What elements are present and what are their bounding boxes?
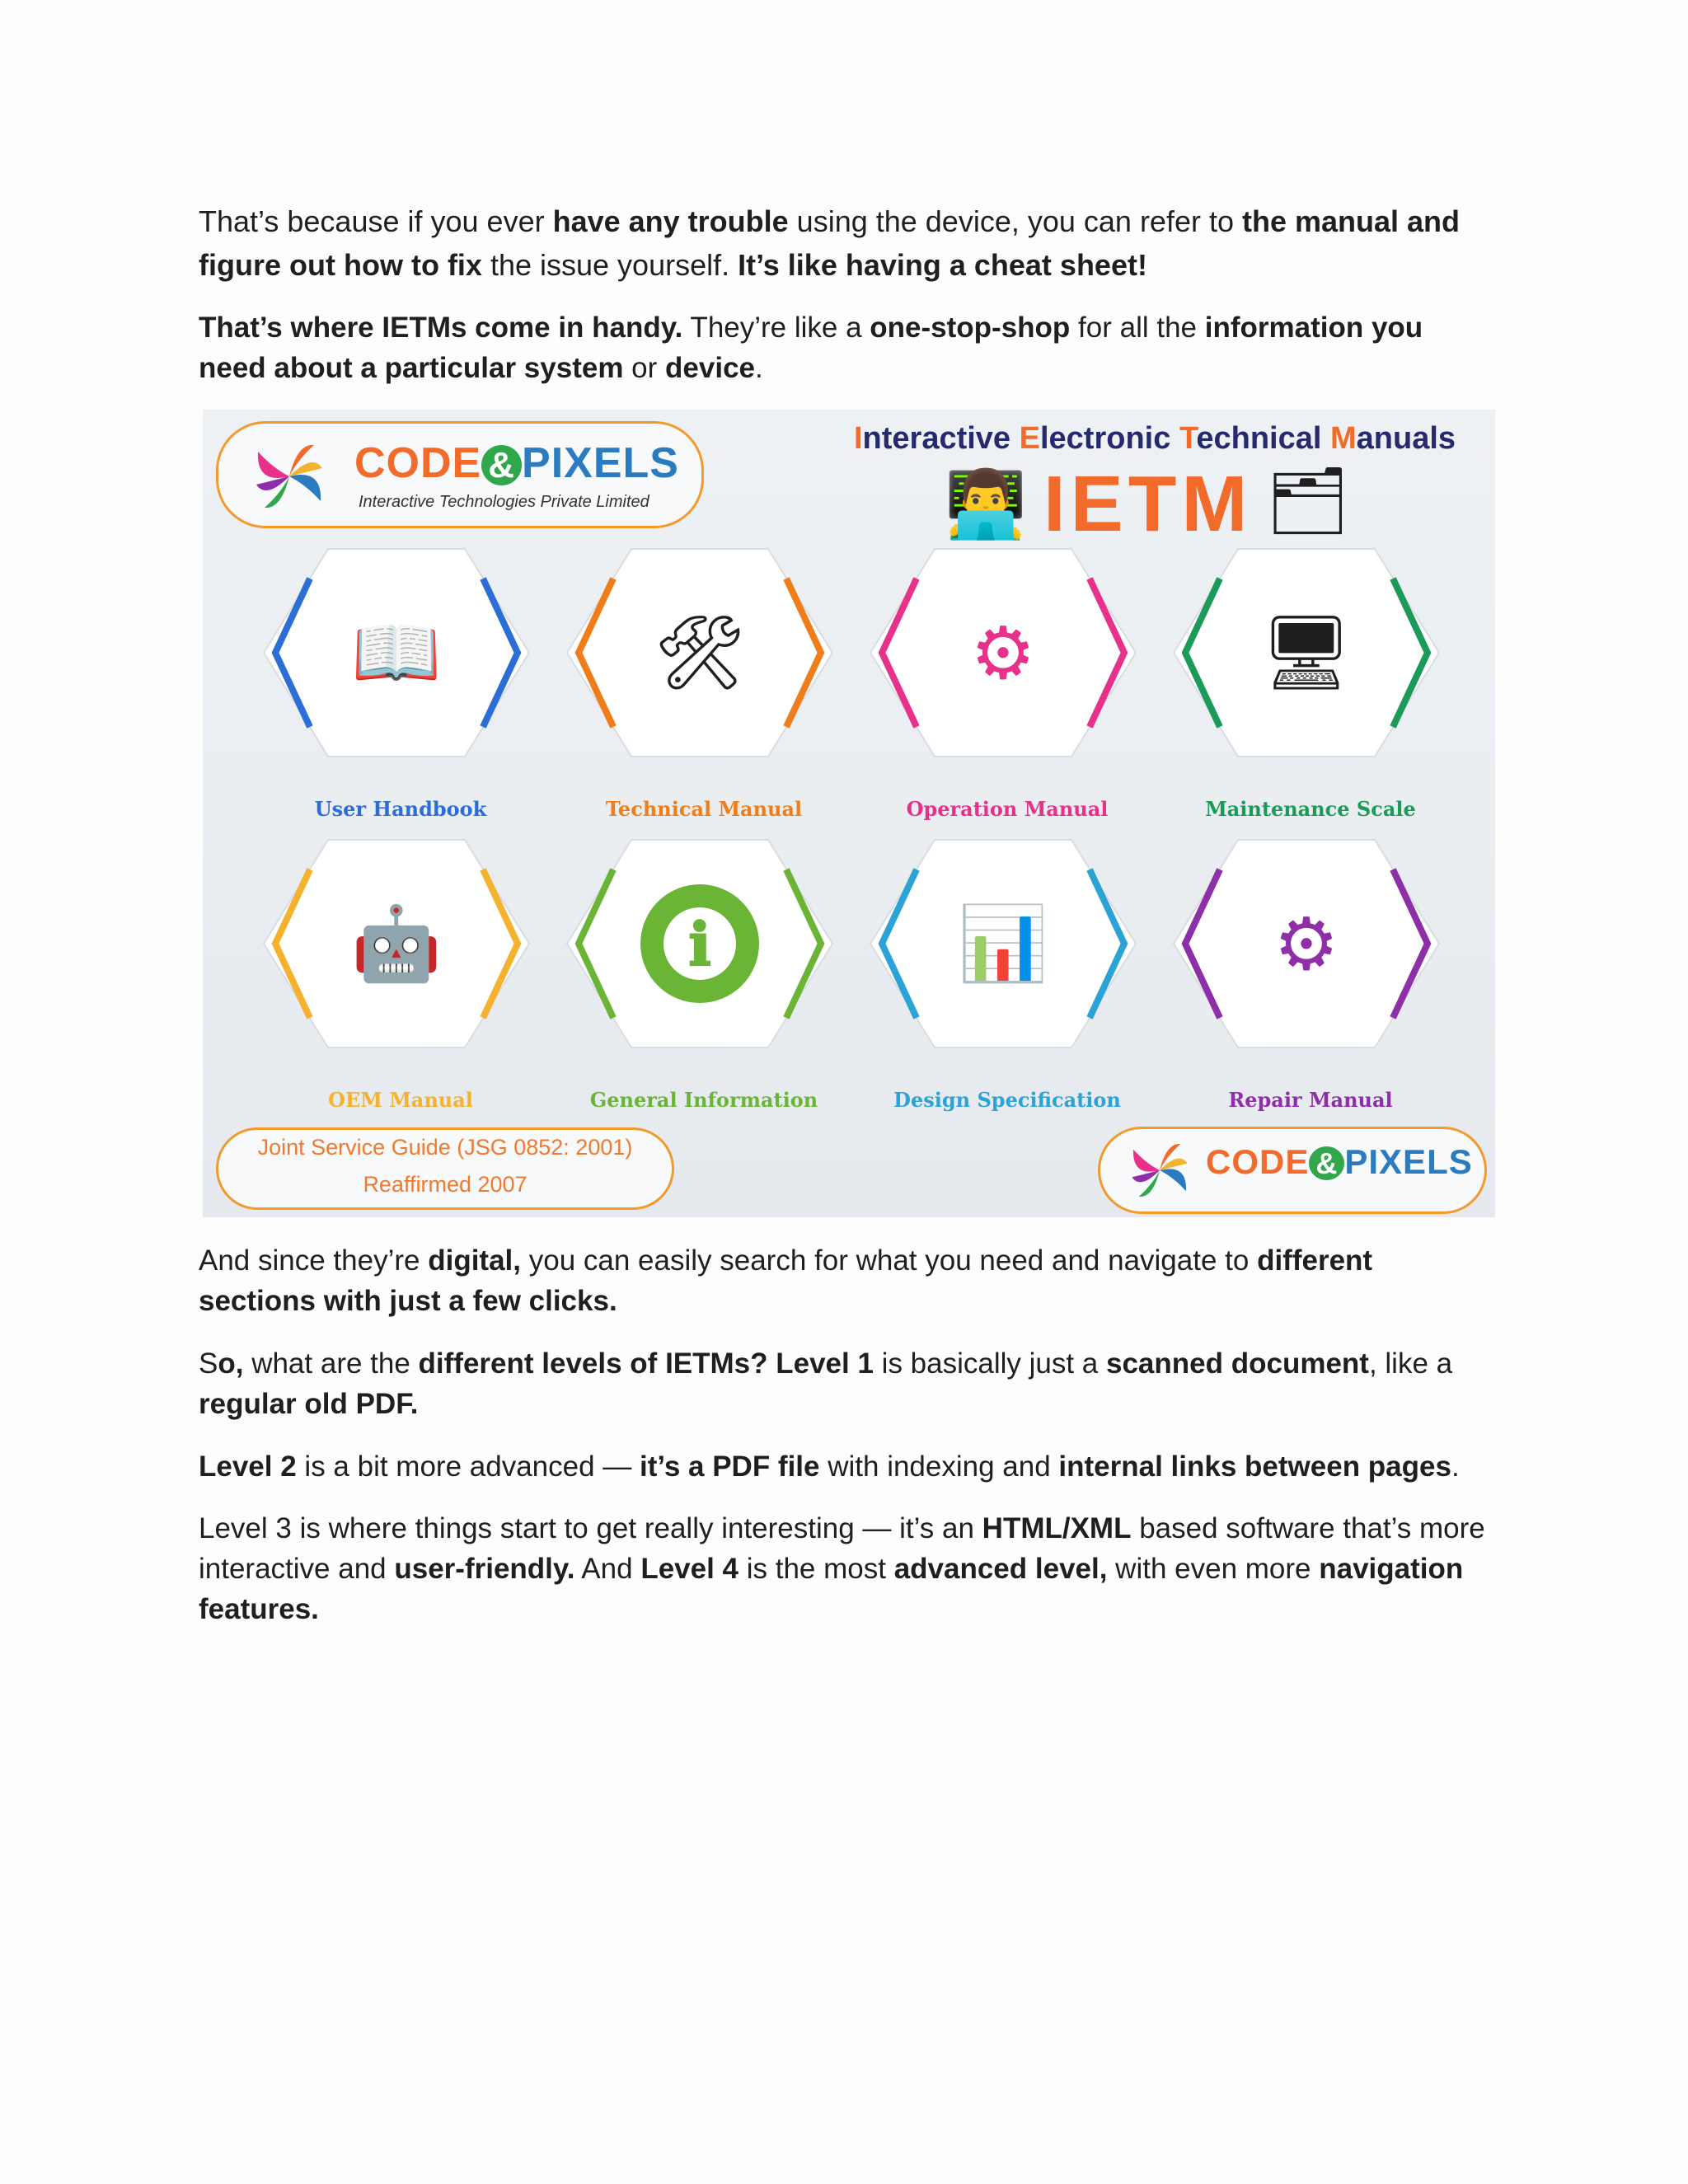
logo-amp: & bbox=[1309, 1146, 1344, 1180]
hex-cell-maintenance-scale bbox=[1170, 546, 1442, 760]
logo-code: CODE bbox=[1206, 1142, 1310, 1181]
bold-text: one-stop-shop bbox=[870, 312, 1071, 344]
presentation-icon: 📊 bbox=[958, 902, 1048, 984]
repair-gear-icon: ⚙ bbox=[1273, 902, 1339, 985]
bold-text: It’s like having a cheat sheet! bbox=[738, 248, 1147, 282]
paragraph-cheat-sheet bbox=[199, 199, 1493, 287]
text: you can easily search for what you need and navigate to bbox=[521, 1244, 1258, 1277]
text: the issue yourself. bbox=[481, 248, 738, 282]
guide-badge bbox=[216, 1127, 674, 1210]
paragraph-digital bbox=[199, 1240, 1493, 1321]
text: That’s because if you ever bbox=[199, 204, 553, 238]
logo-code: CODE bbox=[354, 439, 482, 487]
bold-text: scanned document bbox=[1106, 1347, 1369, 1380]
manuals-stack-icon: 🗂 bbox=[1266, 464, 1350, 537]
text: is the most bbox=[738, 1553, 894, 1585]
logo-badge-footer bbox=[1098, 1127, 1487, 1214]
hex-cell-user-handbook bbox=[260, 546, 532, 760]
logo-badge bbox=[216, 421, 704, 528]
bold-text: Level 2 bbox=[199, 1451, 297, 1483]
monitor-icon: 🖥 bbox=[1260, 611, 1353, 693]
hex-cell-repair-manual bbox=[1170, 837, 1442, 1051]
bold-text: it’s a PDF file bbox=[640, 1451, 820, 1483]
paragraph-level-3-4 bbox=[199, 1508, 1493, 1629]
hex-cell-operation-manual bbox=[867, 546, 1139, 760]
logo-wordmark bbox=[1206, 1142, 1473, 1182]
guide-line-2: Reaffirmed 2007 bbox=[363, 1172, 528, 1197]
heading-word: echnical bbox=[1196, 421, 1330, 456]
heading-word: nteractive bbox=[862, 421, 1020, 456]
text: with indexing and bbox=[819, 1451, 1059, 1483]
info-icon: ℹ bbox=[688, 908, 711, 979]
text: or bbox=[623, 352, 666, 384]
bold-text: digital, bbox=[428, 1244, 521, 1277]
bold-text: HTML/XML bbox=[982, 1512, 1132, 1544]
robot-arm-icon: 🤖 bbox=[351, 902, 442, 984]
book-icon: 📖 bbox=[351, 611, 442, 693]
hex-cell-oem-manual bbox=[260, 837, 532, 1051]
paragraph-ietms-handy bbox=[199, 307, 1493, 388]
text: using the device, you can refer to bbox=[788, 204, 1242, 238]
logo-amp: & bbox=[481, 445, 522, 485]
caption-user-handbook: User Handbook bbox=[314, 797, 487, 821]
gear-icon: ⚙ bbox=[970, 612, 1036, 694]
heading-letter: M bbox=[1329, 421, 1357, 456]
ietm-infographic bbox=[203, 410, 1495, 1217]
text: They’re like a bbox=[682, 312, 870, 344]
text: with even more bbox=[1107, 1553, 1320, 1585]
caption-repair-manual: Repair Manual bbox=[1228, 1088, 1393, 1112]
bold-text: navigation features. bbox=[199, 1553, 1464, 1625]
bold-text: the manual and figure out how to fix bbox=[199, 204, 1461, 282]
hex-cell-general-information bbox=[564, 837, 836, 1051]
bold-text: regular old PDF. bbox=[199, 1388, 419, 1420]
logo-pixels: PIXELS bbox=[522, 439, 679, 487]
text: based software that’s more interactive and bbox=[199, 1512, 1485, 1585]
logo-pixels: PIXELS bbox=[1344, 1142, 1473, 1181]
guide-line-1: Joint Service Guide (JSG 0852: 2001) bbox=[257, 1135, 633, 1160]
heading-word: anuals bbox=[1356, 421, 1456, 456]
bold-text: different sections with just a few clicks. bbox=[199, 1244, 1373, 1317]
text: And bbox=[574, 1553, 641, 1585]
caption-oem-manual: OEM Manual bbox=[328, 1088, 473, 1112]
text: for all the bbox=[1070, 312, 1205, 344]
text: . bbox=[1451, 1451, 1460, 1483]
hex-cell-technical-manual bbox=[564, 546, 836, 760]
person-at-computer-icon: 👨‍💻 bbox=[945, 467, 1027, 541]
paragraph-level-2 bbox=[199, 1446, 1493, 1487]
text: And since they’re bbox=[199, 1244, 429, 1277]
logo-subtitle: Interactive Technologies Private Limited bbox=[359, 493, 649, 511]
text: S bbox=[199, 1347, 218, 1380]
caption-general-information: General Information bbox=[589, 1088, 818, 1112]
logo-wordmark bbox=[354, 438, 679, 488]
caption-design-specification: Design Specification bbox=[893, 1088, 1121, 1112]
text: , like a bbox=[1368, 1347, 1453, 1380]
text: is basically just a bbox=[873, 1347, 1106, 1380]
bold-text: That’s where IETMs come in handy. bbox=[199, 312, 683, 344]
bold-text: information you need about a particular system bbox=[199, 312, 1423, 384]
heading-letter: T bbox=[1179, 421, 1197, 456]
bold-text: different levels of IETMs? Level 1 bbox=[418, 1347, 874, 1380]
bold-text: have any trouble bbox=[552, 204, 789, 238]
bold-text: o, bbox=[218, 1347, 244, 1380]
bold-text: user-friendly. bbox=[394, 1553, 575, 1585]
bold-text: internal links between pages bbox=[1058, 1451, 1451, 1483]
text: . bbox=[755, 352, 763, 384]
heading-word: lectronic bbox=[1039, 421, 1179, 456]
pinwheel-icon bbox=[248, 435, 331, 518]
bold-text: advanced level, bbox=[893, 1553, 1108, 1585]
tools-icon: 🛠 bbox=[654, 611, 746, 693]
text: is a bit more advanced — bbox=[296, 1451, 640, 1483]
text: Level 3 is where things start to get really interesting — it’s an bbox=[199, 1512, 982, 1544]
caption-maintenance-scale: Maintenance Scale bbox=[1205, 797, 1416, 821]
bold-text: Level 4 bbox=[640, 1553, 739, 1585]
ietm-title: IETM bbox=[1043, 460, 1253, 548]
heading-letter: I bbox=[853, 421, 863, 456]
heading-letter: E bbox=[1019, 421, 1040, 456]
caption-operation-manual: Operation Manual bbox=[906, 797, 1109, 821]
paragraph-levels bbox=[199, 1343, 1493, 1424]
ietm-heading bbox=[829, 421, 1480, 457]
hex-cell-design-specification bbox=[867, 837, 1139, 1051]
bold-text: device bbox=[665, 352, 755, 384]
caption-technical-manual: Technical Manual bbox=[605, 797, 803, 821]
text: what are the bbox=[243, 1347, 419, 1380]
pinwheel-icon bbox=[1125, 1136, 1194, 1205]
